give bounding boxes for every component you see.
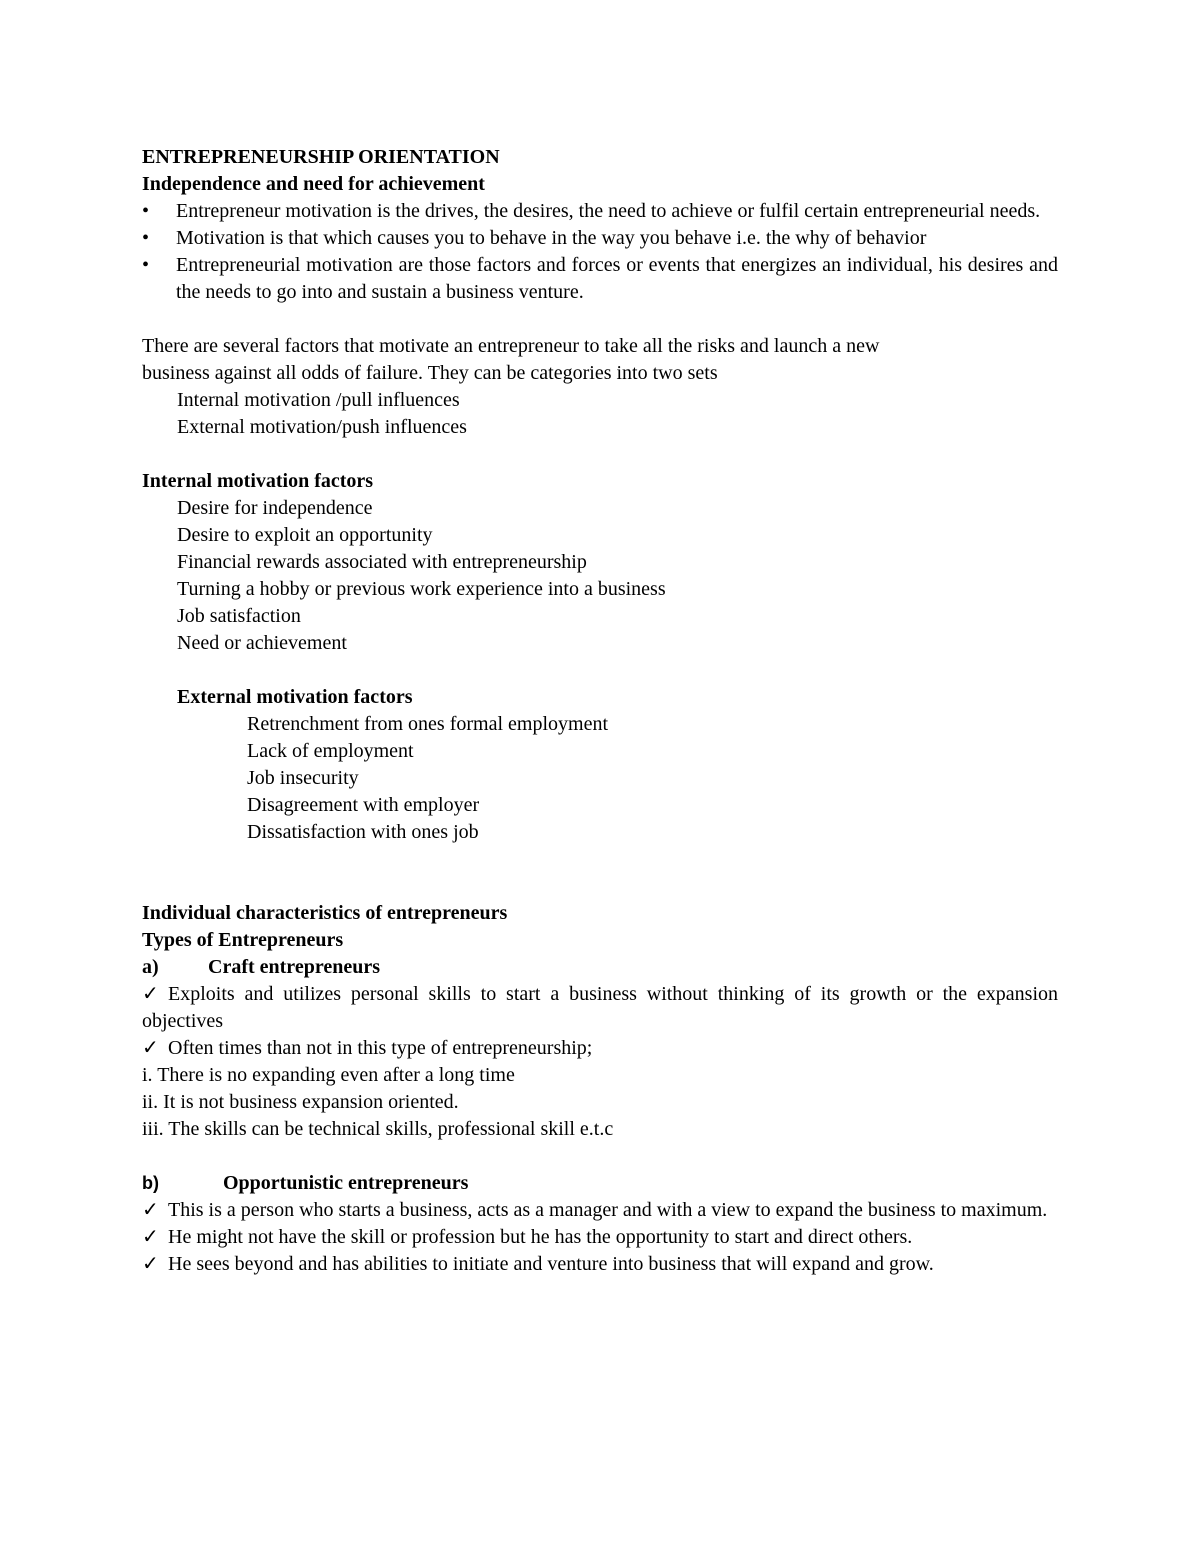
internal-factor-item: Turning a hobby or previous work experience into a business — [177, 578, 666, 600]
external-factor-item: Job insecurity — [247, 767, 359, 789]
craft-point: i. There is no expanding even after a long time — [142, 1064, 515, 1086]
checkmark-icon: ✓ — [142, 983, 159, 1005]
craft-point: iii. The skills can be technical skills, professional skill e.t.c — [142, 1118, 614, 1140]
external-factor-item: Disagreement with employer — [247, 794, 480, 816]
external-factors-heading: External motivation factors — [177, 686, 413, 708]
external-factor-item: Retrenchment from ones formal employment — [247, 713, 609, 735]
checkmark-icon: ✓ — [142, 1199, 159, 1221]
craft-label: a) — [142, 956, 159, 978]
check-item — [142, 1197, 1058, 1224]
internal-factor-item: Desire to exploit an opportunity — [177, 524, 433, 546]
craft-point: ii. It is not business expansion oriented. — [142, 1091, 459, 1113]
check-item — [142, 1224, 1058, 1251]
checkmark-icon: ✓ — [142, 1037, 159, 1059]
bullet-item — [142, 198, 1058, 225]
internal-factor-item: Desire for independence — [177, 497, 373, 519]
external-factor-item: Lack of employment — [247, 740, 414, 762]
check-text: Often times than not in this type of entrepreneurship; — [168, 1037, 593, 1059]
check-text: He might not have the skill or profession but he has the opportunity to start and direct others. — [168, 1226, 913, 1248]
set-item: External motivation/push influences — [177, 416, 467, 438]
bullet-text: Entrepreneurial motivation are those factors and forces or events that energizes an individual, his desires and the needs to go into and sustain a business venture. — [176, 254, 1058, 303]
craft-title: Craft entrepreneurs — [208, 956, 380, 978]
bullet-text: Motivation is that which causes you to behave in the way you behave i.e. the why of behavior — [176, 227, 927, 249]
characteristics-heading: Individual characteristics of entrepreneurs — [142, 902, 508, 924]
craft-heading — [142, 954, 1058, 981]
internal-factors-heading: Internal motivation factors — [142, 470, 374, 492]
check-text: Exploits and utilizes personal skills to start a business without thinking of its growth or the expansion objectives — [142, 983, 1058, 1032]
section-heading-independence: Independence and need for achievement — [142, 173, 485, 195]
check-item — [142, 981, 1058, 1035]
intro-paragraph-line: business against all odds of failure. They can be categories into two sets — [142, 362, 718, 384]
bullet-item — [142, 252, 1058, 306]
internal-factor-item: Financial rewards associated with entrepreneurship — [177, 551, 587, 573]
check-item — [142, 1035, 1058, 1062]
bullet-icon: • — [142, 227, 150, 249]
check-text: This is a person who starts a business, acts as a manager and with a view to expand the business to maximum. — [168, 1199, 1048, 1221]
opportunistic-title: Opportunistic entrepreneurs — [223, 1172, 469, 1194]
checkmark-icon: ✓ — [142, 1226, 159, 1248]
document-body — [142, 144, 1058, 1278]
check-text: He sees beyond and has abilities to initiate and venture into business that will expand and grow. — [168, 1253, 934, 1275]
document-title: ENTREPRENEURSHIP ORIENTATION — [142, 146, 500, 168]
bullet-icon: • — [142, 200, 150, 222]
bullet-item — [142, 225, 1058, 252]
intro-paragraph-line: There are several factors that motivate an entrepreneur to take all the risks and launch a new — [142, 335, 880, 357]
internal-factor-item: Job satisfaction — [177, 605, 301, 627]
opportunistic-label: b) — [142, 1173, 159, 1193]
types-heading: Types of Entrepreneurs — [142, 929, 344, 951]
opportunistic-heading — [142, 1170, 1058, 1197]
set-item: Internal motivation /pull influences — [177, 389, 460, 411]
bullet-text: Entrepreneur motivation is the drives, the desires, the need to achieve or fulfil certain entrepreneurial needs. — [176, 200, 1041, 222]
checkmark-icon: ✓ — [142, 1253, 159, 1275]
bullet-icon: • — [142, 254, 150, 276]
internal-factor-item: Need or achievement — [177, 632, 347, 654]
check-item — [142, 1251, 1058, 1278]
external-factor-item: Dissatisfaction with ones job — [247, 821, 479, 843]
